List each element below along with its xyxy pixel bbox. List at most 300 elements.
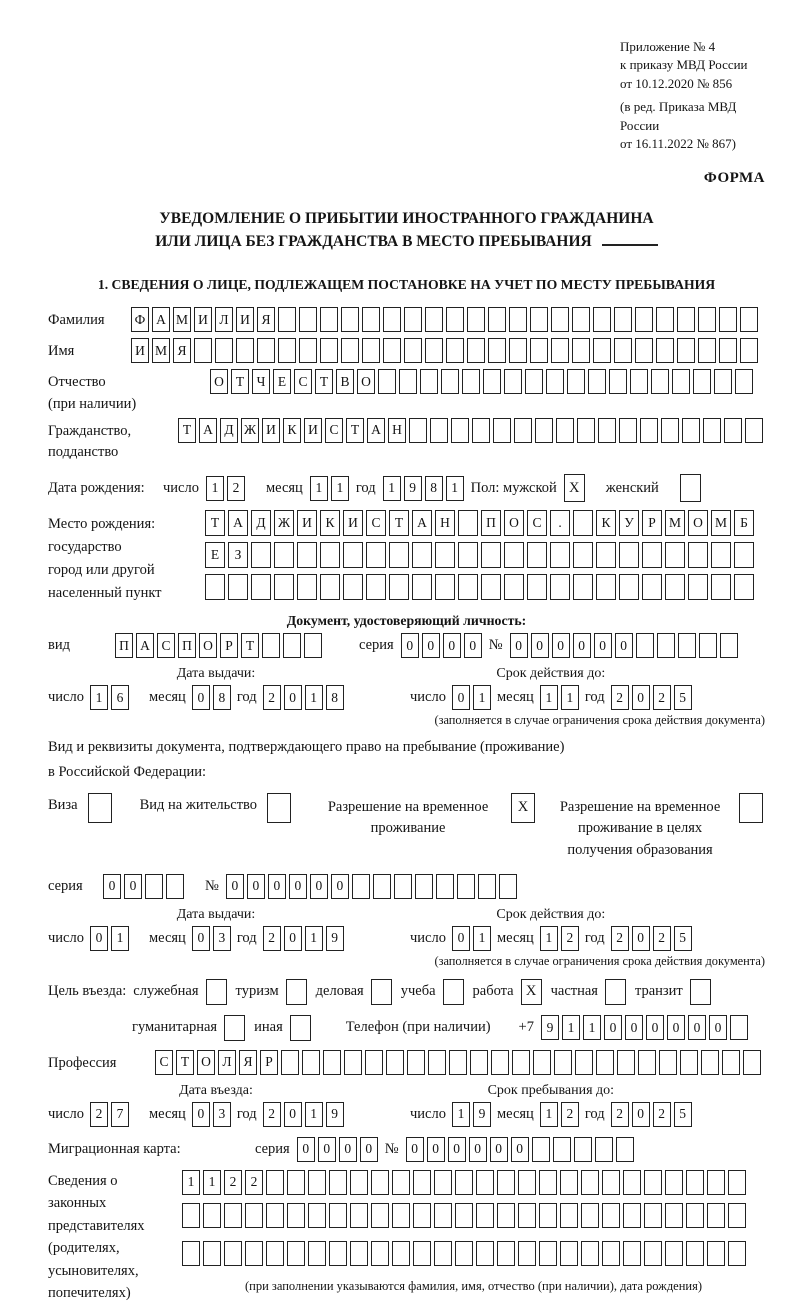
char-box[interactable] xyxy=(420,369,438,394)
char-box[interactable] xyxy=(743,1050,761,1075)
char-box[interactable]: А xyxy=(152,307,170,332)
char-box[interactable] xyxy=(341,307,359,332)
char-box[interactable] xyxy=(281,1050,299,1075)
char-box[interactable]: 0 xyxy=(226,874,244,899)
char-box[interactable] xyxy=(550,542,570,568)
char-box[interactable]: 6 xyxy=(111,685,129,710)
char-box[interactable]: 0 xyxy=(632,926,650,951)
char-box[interactable] xyxy=(481,542,501,568)
char-box[interactable] xyxy=(711,542,731,568)
other-checkbox[interactable] xyxy=(290,1015,311,1041)
char-box[interactable] xyxy=(657,633,675,658)
char-box[interactable] xyxy=(574,1137,592,1162)
char-box[interactable] xyxy=(677,307,695,332)
char-box[interactable]: Е xyxy=(273,369,291,394)
char-box[interactable] xyxy=(602,1241,620,1266)
char-box[interactable] xyxy=(665,1203,683,1228)
char-box[interactable]: 2 xyxy=(263,926,281,951)
char-box[interactable] xyxy=(488,307,506,332)
char-box[interactable] xyxy=(343,574,363,600)
char-box[interactable] xyxy=(478,874,496,899)
char-box[interactable]: С xyxy=(527,510,547,536)
char-box[interactable] xyxy=(425,307,443,332)
char-box[interactable] xyxy=(724,418,742,443)
char-box[interactable]: Л xyxy=(215,307,233,332)
char-box[interactable]: Р xyxy=(642,510,662,536)
char-box[interactable]: 1 xyxy=(583,1015,601,1040)
char-box[interactable] xyxy=(304,633,322,658)
char-box[interactable] xyxy=(266,1203,284,1228)
char-box[interactable] xyxy=(539,1170,557,1195)
char-box[interactable]: 2 xyxy=(263,685,281,710)
char-box[interactable] xyxy=(539,1203,557,1228)
char-box[interactable] xyxy=(554,1050,572,1075)
char-box[interactable] xyxy=(642,542,662,568)
char-box[interactable]: 0 xyxy=(510,633,528,658)
char-box[interactable]: М xyxy=(173,307,191,332)
char-box[interactable] xyxy=(413,1203,431,1228)
char-box[interactable]: 1 xyxy=(540,685,558,710)
char-box[interactable]: В xyxy=(336,369,354,394)
char-box[interactable]: 1 xyxy=(446,476,464,501)
char-box[interactable]: Н xyxy=(388,418,406,443)
char-box[interactable]: Д xyxy=(251,510,271,536)
char-box[interactable] xyxy=(734,542,754,568)
char-box[interactable]: 0 xyxy=(646,1015,664,1040)
char-box[interactable]: С xyxy=(157,633,175,658)
char-box[interactable] xyxy=(509,338,527,363)
char-box[interactable] xyxy=(371,1203,389,1228)
char-box[interactable]: 9 xyxy=(404,476,422,501)
char-box[interactable] xyxy=(166,874,184,899)
char-box[interactable] xyxy=(693,369,711,394)
char-box[interactable] xyxy=(527,574,547,600)
char-box[interactable] xyxy=(451,418,469,443)
char-box[interactable] xyxy=(497,1203,515,1228)
char-box[interactable]: 2 xyxy=(611,685,629,710)
char-box[interactable] xyxy=(703,418,721,443)
char-box[interactable] xyxy=(245,1241,263,1266)
char-box[interactable] xyxy=(145,874,163,899)
char-box[interactable] xyxy=(598,418,616,443)
char-box[interactable] xyxy=(619,574,639,600)
char-box[interactable] xyxy=(302,1050,320,1075)
char-box[interactable]: 0 xyxy=(632,685,650,710)
char-box[interactable]: 8 xyxy=(326,685,344,710)
char-box[interactable] xyxy=(623,1241,641,1266)
char-box[interactable]: 0 xyxy=(192,685,210,710)
char-box[interactable] xyxy=(409,418,427,443)
char-box[interactable] xyxy=(656,338,674,363)
char-box[interactable] xyxy=(413,1170,431,1195)
char-box[interactable] xyxy=(182,1203,200,1228)
char-box[interactable]: 0 xyxy=(268,874,286,899)
char-box[interactable] xyxy=(215,338,233,363)
char-box[interactable] xyxy=(343,542,363,568)
char-box[interactable] xyxy=(362,307,380,332)
char-box[interactable] xyxy=(320,307,338,332)
char-box[interactable]: К xyxy=(596,510,616,536)
char-box[interactable]: З xyxy=(228,542,248,568)
char-box[interactable] xyxy=(458,542,478,568)
char-box[interactable] xyxy=(435,542,455,568)
char-box[interactable]: 8 xyxy=(425,476,443,501)
char-box[interactable] xyxy=(504,542,524,568)
char-box[interactable] xyxy=(711,574,731,600)
char-box[interactable]: Ч xyxy=(252,369,270,394)
char-box[interactable] xyxy=(651,369,669,394)
char-box[interactable]: 0 xyxy=(401,633,419,658)
char-box[interactable]: К xyxy=(283,418,301,443)
char-box[interactable] xyxy=(686,1241,704,1266)
char-box[interactable] xyxy=(287,1170,305,1195)
char-box[interactable] xyxy=(389,542,409,568)
char-box[interactable] xyxy=(644,1241,662,1266)
char-box[interactable] xyxy=(434,1170,452,1195)
char-box[interactable]: 0 xyxy=(452,685,470,710)
char-box[interactable] xyxy=(467,307,485,332)
char-box[interactable] xyxy=(497,1170,515,1195)
char-box[interactable] xyxy=(719,338,737,363)
char-box[interactable] xyxy=(203,1203,221,1228)
char-box[interactable] xyxy=(720,633,738,658)
char-box[interactable] xyxy=(383,338,401,363)
char-box[interactable] xyxy=(630,369,648,394)
char-box[interactable] xyxy=(678,633,696,658)
char-box[interactable]: 0 xyxy=(667,1015,685,1040)
char-box[interactable] xyxy=(362,338,380,363)
char-box[interactable]: 0 xyxy=(632,1102,650,1127)
char-box[interactable] xyxy=(308,1203,326,1228)
char-box[interactable] xyxy=(266,1170,284,1195)
char-box[interactable] xyxy=(722,1050,740,1075)
char-box[interactable] xyxy=(686,1170,704,1195)
char-box[interactable]: Я xyxy=(239,1050,257,1075)
char-box[interactable] xyxy=(616,1137,634,1162)
char-box[interactable] xyxy=(430,418,448,443)
char-box[interactable]: М xyxy=(152,338,170,363)
char-box[interactable]: 1 xyxy=(331,476,349,501)
char-box[interactable]: О xyxy=(210,369,228,394)
char-box[interactable] xyxy=(734,574,754,600)
char-box[interactable]: 9 xyxy=(541,1015,559,1040)
char-box[interactable]: Т xyxy=(205,510,225,536)
char-box[interactable] xyxy=(224,1241,242,1266)
char-box[interactable] xyxy=(350,1170,368,1195)
char-box[interactable] xyxy=(573,510,593,536)
char-box[interactable]: 0 xyxy=(90,926,108,951)
char-box[interactable] xyxy=(436,874,454,899)
char-box[interactable] xyxy=(665,574,685,600)
char-box[interactable]: И xyxy=(194,307,212,332)
char-box[interactable]: 0 xyxy=(192,926,210,951)
char-box[interactable] xyxy=(581,1170,599,1195)
char-box[interactable] xyxy=(194,338,212,363)
char-box[interactable] xyxy=(617,1050,635,1075)
char-box[interactable] xyxy=(745,418,763,443)
char-box[interactable]: 2 xyxy=(90,1102,108,1127)
char-box[interactable] xyxy=(455,1241,473,1266)
char-box[interactable] xyxy=(481,574,501,600)
char-box[interactable] xyxy=(499,874,517,899)
char-box[interactable]: 0 xyxy=(531,633,549,658)
char-box[interactable]: 1 xyxy=(90,685,108,710)
char-box[interactable] xyxy=(539,1241,557,1266)
char-box[interactable] xyxy=(329,1241,347,1266)
char-box[interactable]: О xyxy=(688,510,708,536)
char-box[interactable]: 2 xyxy=(611,1102,629,1127)
char-box[interactable]: 0 xyxy=(594,633,612,658)
char-box[interactable]: 2 xyxy=(245,1170,263,1195)
char-box[interactable]: 0 xyxy=(192,1102,210,1127)
char-box[interactable]: П xyxy=(115,633,133,658)
char-box[interactable] xyxy=(323,1050,341,1075)
temp-residence-education-checkbox[interactable] xyxy=(739,793,763,823)
char-box[interactable] xyxy=(698,338,716,363)
char-box[interactable]: 0 xyxy=(490,1137,508,1162)
char-box[interactable] xyxy=(593,307,611,332)
char-box[interactable] xyxy=(665,1241,683,1266)
char-box[interactable] xyxy=(455,1170,473,1195)
char-box[interactable] xyxy=(550,574,570,600)
char-box[interactable] xyxy=(449,1050,467,1075)
private-checkbox[interactable] xyxy=(605,979,626,1005)
char-box[interactable] xyxy=(350,1241,368,1266)
char-box[interactable] xyxy=(656,307,674,332)
char-box[interactable]: С xyxy=(155,1050,173,1075)
char-box[interactable]: 0 xyxy=(318,1137,336,1162)
char-box[interactable] xyxy=(504,574,524,600)
char-box[interactable]: . xyxy=(550,510,570,536)
char-box[interactable] xyxy=(619,418,637,443)
char-box[interactable]: С xyxy=(325,418,343,443)
char-box[interactable]: Д xyxy=(220,418,238,443)
char-box[interactable] xyxy=(493,418,511,443)
char-box[interactable]: 1 xyxy=(305,685,323,710)
char-box[interactable] xyxy=(203,1241,221,1266)
char-box[interactable] xyxy=(389,574,409,600)
char-box[interactable]: 3 xyxy=(213,1102,231,1127)
visa-checkbox[interactable] xyxy=(88,793,112,823)
char-box[interactable] xyxy=(399,369,417,394)
char-box[interactable] xyxy=(434,1241,452,1266)
char-box[interactable]: Р xyxy=(220,633,238,658)
char-box[interactable] xyxy=(546,369,564,394)
char-box[interactable]: 1 xyxy=(203,1170,221,1195)
char-box[interactable]: О xyxy=(199,633,217,658)
char-box[interactable]: 2 xyxy=(263,1102,281,1127)
char-box[interactable] xyxy=(514,418,532,443)
char-box[interactable] xyxy=(560,1203,578,1228)
char-box[interactable] xyxy=(341,338,359,363)
char-box[interactable]: 0 xyxy=(688,1015,706,1040)
char-box[interactable]: К xyxy=(320,510,340,536)
char-box[interactable]: 0 xyxy=(452,926,470,951)
char-box[interactable]: 2 xyxy=(227,476,245,501)
char-box[interactable]: Л xyxy=(218,1050,236,1075)
char-box[interactable] xyxy=(573,542,593,568)
char-box[interactable] xyxy=(740,307,758,332)
char-box[interactable] xyxy=(329,1170,347,1195)
official-checkbox[interactable] xyxy=(206,979,227,1005)
char-box[interactable]: Я xyxy=(173,338,191,363)
char-box[interactable]: 0 xyxy=(284,685,302,710)
char-box[interactable]: 0 xyxy=(448,1137,466,1162)
char-box[interactable] xyxy=(262,633,280,658)
char-box[interactable] xyxy=(530,338,548,363)
char-box[interactable] xyxy=(266,1241,284,1266)
char-box[interactable]: О xyxy=(197,1050,215,1075)
char-box[interactable] xyxy=(251,574,271,600)
char-box[interactable] xyxy=(596,542,616,568)
char-box[interactable] xyxy=(428,1050,446,1075)
char-box[interactable]: 1 xyxy=(473,926,491,951)
char-box[interactable] xyxy=(595,1137,613,1162)
char-box[interactable] xyxy=(251,542,271,568)
char-box[interactable] xyxy=(470,1050,488,1075)
char-box[interactable] xyxy=(644,1203,662,1228)
study-checkbox[interactable] xyxy=(443,979,464,1005)
char-box[interactable]: Б xyxy=(734,510,754,536)
char-box[interactable]: 1 xyxy=(310,476,328,501)
char-box[interactable] xyxy=(366,574,386,600)
char-box[interactable] xyxy=(415,874,433,899)
char-box[interactable] xyxy=(407,1050,425,1075)
char-box[interactable]: 0 xyxy=(511,1137,529,1162)
char-box[interactable] xyxy=(533,1050,551,1075)
char-box[interactable] xyxy=(182,1241,200,1266)
sex-male-checkbox[interactable]: X xyxy=(564,474,585,502)
char-box[interactable] xyxy=(636,633,654,658)
char-box[interactable] xyxy=(553,1137,571,1162)
char-box[interactable] xyxy=(476,1241,494,1266)
char-box[interactable]: 0 xyxy=(443,633,461,658)
char-box[interactable] xyxy=(644,1170,662,1195)
char-box[interactable] xyxy=(245,1203,263,1228)
char-box[interactable] xyxy=(366,542,386,568)
char-box[interactable]: 2 xyxy=(224,1170,242,1195)
char-box[interactable] xyxy=(373,874,391,899)
char-box[interactable] xyxy=(320,338,338,363)
tourism-checkbox[interactable] xyxy=(286,979,307,1005)
char-box[interactable]: О xyxy=(357,369,375,394)
char-box[interactable] xyxy=(299,307,317,332)
char-box[interactable]: Е xyxy=(205,542,225,568)
char-box[interactable]: 0 xyxy=(124,874,142,899)
char-box[interactable] xyxy=(686,1203,704,1228)
char-box[interactable] xyxy=(707,1170,725,1195)
char-box[interactable] xyxy=(287,1203,305,1228)
char-box[interactable] xyxy=(728,1241,746,1266)
char-box[interactable] xyxy=(446,307,464,332)
char-box[interactable]: А xyxy=(199,418,217,443)
char-box[interactable] xyxy=(392,1241,410,1266)
char-box[interactable]: 1 xyxy=(305,1102,323,1127)
char-box[interactable]: 0 xyxy=(464,633,482,658)
char-box[interactable] xyxy=(573,574,593,600)
char-box[interactable] xyxy=(297,542,317,568)
char-box[interactable]: 0 xyxy=(427,1137,445,1162)
char-box[interactable] xyxy=(497,1241,515,1266)
char-box[interactable] xyxy=(680,1050,698,1075)
char-box[interactable]: И xyxy=(236,307,254,332)
char-box[interactable] xyxy=(297,574,317,600)
char-box[interactable] xyxy=(371,1241,389,1266)
char-box[interactable]: 1 xyxy=(111,926,129,951)
char-box[interactable] xyxy=(596,574,616,600)
char-box[interactable] xyxy=(551,338,569,363)
char-box[interactable] xyxy=(224,1203,242,1228)
char-box[interactable] xyxy=(350,1203,368,1228)
char-box[interactable]: 2 xyxy=(561,1102,579,1127)
char-box[interactable] xyxy=(730,1015,748,1040)
char-box[interactable] xyxy=(609,369,627,394)
char-box[interactable] xyxy=(352,874,370,899)
char-box[interactable] xyxy=(560,1241,578,1266)
char-box[interactable] xyxy=(434,1203,452,1228)
char-box[interactable] xyxy=(588,369,606,394)
char-box[interactable] xyxy=(455,1203,473,1228)
char-box[interactable] xyxy=(299,338,317,363)
char-box[interactable] xyxy=(462,369,480,394)
char-box[interactable]: 2 xyxy=(653,685,671,710)
char-box[interactable] xyxy=(665,542,685,568)
char-box[interactable] xyxy=(383,307,401,332)
char-box[interactable]: 0 xyxy=(615,633,633,658)
char-box[interactable] xyxy=(714,369,732,394)
char-box[interactable]: 5 xyxy=(674,1102,692,1127)
char-box[interactable]: 1 xyxy=(452,1102,470,1127)
char-box[interactable]: 0 xyxy=(422,633,440,658)
char-box[interactable]: О xyxy=(504,510,524,536)
char-box[interactable] xyxy=(593,338,611,363)
char-box[interactable]: 1 xyxy=(562,1015,580,1040)
char-box[interactable] xyxy=(532,1137,550,1162)
business-checkbox[interactable] xyxy=(371,979,392,1005)
char-box[interactable] xyxy=(623,1170,641,1195)
char-box[interactable] xyxy=(556,418,574,443)
char-box[interactable]: Т xyxy=(389,510,409,536)
char-box[interactable]: 2 xyxy=(653,926,671,951)
char-box[interactable] xyxy=(386,1050,404,1075)
char-box[interactable] xyxy=(491,1050,509,1075)
char-box[interactable]: 0 xyxy=(247,874,265,899)
char-box[interactable] xyxy=(457,874,475,899)
char-box[interactable] xyxy=(551,307,569,332)
char-box[interactable] xyxy=(688,574,708,600)
char-box[interactable]: 0 xyxy=(604,1015,622,1040)
char-box[interactable] xyxy=(435,574,455,600)
char-box[interactable]: 0 xyxy=(709,1015,727,1040)
char-box[interactable] xyxy=(735,369,753,394)
char-box[interactable]: 5 xyxy=(674,926,692,951)
char-box[interactable]: 0 xyxy=(284,926,302,951)
work-checkbox[interactable]: X xyxy=(521,979,542,1005)
char-box[interactable]: 1 xyxy=(383,476,401,501)
char-box[interactable] xyxy=(682,418,700,443)
char-box[interactable] xyxy=(665,1170,683,1195)
char-box[interactable] xyxy=(483,369,501,394)
char-box[interactable] xyxy=(392,1203,410,1228)
char-box[interactable]: Т xyxy=(176,1050,194,1075)
char-box[interactable]: П xyxy=(481,510,501,536)
char-box[interactable] xyxy=(638,1050,656,1075)
char-box[interactable] xyxy=(525,369,543,394)
char-box[interactable] xyxy=(560,1170,578,1195)
char-box[interactable] xyxy=(707,1203,725,1228)
char-box[interactable]: Т xyxy=(241,633,259,658)
char-box[interactable] xyxy=(287,1241,305,1266)
